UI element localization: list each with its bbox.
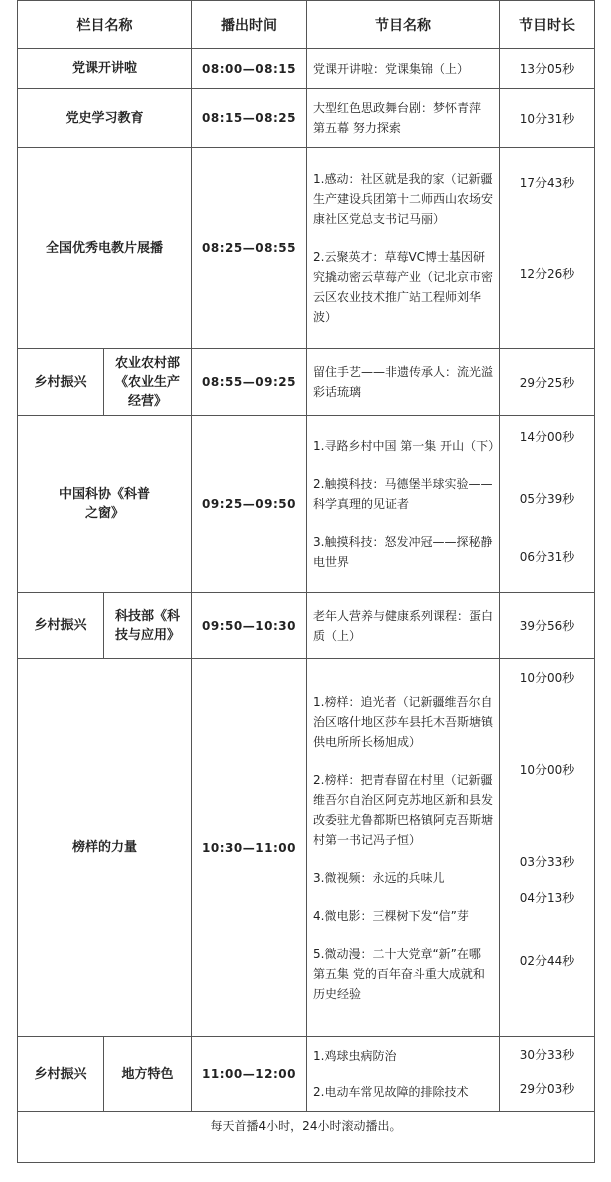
program-item: 5.微动漫：二十大党章“新”在哪 第五集 党的百年奋斗重大成就和历史经验: [313, 946, 485, 1001]
duration-cell: [500, 416, 595, 593]
program-name: [307, 49, 500, 89]
air-time: 11:00—12:00: [192, 1037, 307, 1112]
duration: 03分33秒: [519, 854, 575, 869]
program-item: 2.触摸科技：马德堡半球实验——科学真理的见证者: [313, 477, 493, 511]
air-time: 08:25—08:55: [192, 148, 307, 349]
program-item: 1.榜样：追光者（记新疆维吾尔自治区喀什地区莎车县托木吾斯塘镇供电所所长杨旭成）: [313, 694, 494, 749]
air-time: 08:15—08:25: [192, 89, 307, 148]
column-name: 乡村振兴: [18, 1037, 104, 1112]
column-name: 党史学习教育: [18, 89, 192, 148]
column-name: 乡村振兴: [18, 349, 104, 416]
duration: 29分03秒: [519, 1082, 575, 1096]
sub-column-name: 科技部《科技与应用》: [104, 593, 192, 659]
header-time: 播出时间: [192, 1, 307, 49]
program-item: 2.云聚英才：草莓VC博士基因研究撬动密云草莓产业（记北京市密云区农业技术推广站工程师刘华波）: [313, 250, 494, 324]
program-name: [307, 148, 500, 349]
program-item: 3.触摸科技：怒发冲冠——探秘静电世界: [313, 535, 493, 569]
table-row: [18, 593, 595, 659]
duration: 14分00秒: [519, 430, 575, 444]
column-name: 全国优秀电教片展播: [18, 148, 192, 349]
column-name: 党课开讲啦: [18, 49, 192, 89]
sub-column-name: 地方特色: [104, 1037, 192, 1112]
program-name: [307, 416, 500, 593]
program-item: 4.微电影：三棵树下发“信”芽: [313, 908, 469, 923]
table-row: [18, 148, 595, 349]
duration: 12分26秒: [519, 267, 575, 281]
program-item: 老年人营养与健康系列课程：蛋白质（上）: [313, 608, 494, 643]
duration: 10分31秒: [500, 89, 595, 148]
footer-row: [18, 1112, 595, 1163]
sub-column-name: 农业农村部《农业生产经营》: [104, 349, 192, 416]
program-name: [307, 659, 500, 1037]
table-row: [18, 349, 595, 416]
table-row: [18, 49, 595, 89]
duration: 02分44秒: [519, 953, 575, 968]
program-item: 大型红色思政舞台剧：梦怀青萍 第五幕 努力探索: [313, 101, 482, 135]
air-time: 09:50—10:30: [192, 593, 307, 659]
program-item: 党课开讲啦：党课集锦（上）: [313, 61, 470, 76]
program-item: 2.电动车常见故障的排除技术: [313, 1085, 469, 1099]
air-time: 10:30—11:00: [192, 659, 307, 1037]
column-name: 榜样的力量: [18, 659, 192, 1037]
program-name: [307, 593, 500, 659]
table-row: [18, 416, 595, 593]
air-time: 09:25—09:50: [192, 416, 307, 593]
duration: 39分56秒: [500, 593, 595, 659]
duration: 10分00秒: [519, 670, 575, 685]
program-item: 1.寻路乡村中国 第一集 开山（下）: [313, 439, 501, 453]
air-time: 08:55—09:25: [192, 349, 307, 416]
duration-cell: [500, 148, 595, 349]
header-duration: 节目时长: [500, 1, 595, 49]
program-item: 1.感动：社区就是我的家（记新疆生产建设兵团第十二师西山农场安康社区党总支书记马丽）: [313, 172, 494, 226]
duration: 17分43秒: [519, 176, 575, 190]
column-name: 中国科协《科普之窗》: [18, 416, 192, 593]
program-item: 3.微视频：永远的兵味儿: [313, 870, 445, 885]
program-item: 1.鸡球虫病防治: [313, 1049, 397, 1063]
duration: 30分33秒: [519, 1048, 575, 1062]
duration: 10分00秒: [519, 762, 575, 777]
header-column: 栏目名称: [18, 1, 192, 49]
air-time: 08:00—08:15: [192, 49, 307, 89]
duration: 29分25秒: [500, 349, 595, 416]
table-row: [18, 1037, 595, 1112]
footer-note: 每天首播4小时，24小时滚动播出。: [18, 1112, 595, 1163]
program-item: 2.榜样：把青春留在村里（记新疆维吾尔自治区阿克苏地区新和县发改委驻尤鲁都斯巴格镇阿克吾斯塘村第一书记冯子恒）: [313, 772, 494, 847]
header-row: [18, 1, 595, 49]
program-name: [307, 349, 500, 416]
duration: 06分31秒: [519, 550, 575, 564]
duration: 04分13秒: [519, 890, 575, 905]
schedule-table: [17, 0, 595, 1163]
program-name: [307, 89, 500, 148]
duration-cell: [500, 1037, 595, 1112]
duration: 13分05秒: [500, 49, 595, 89]
program-name: [307, 1037, 500, 1112]
duration: 05分39秒: [519, 492, 575, 506]
column-name: 乡村振兴: [18, 593, 104, 659]
header-program: 节目名称: [307, 1, 500, 49]
program-item: 留住手艺——非遗传承人：流光溢彩话琉璃: [313, 365, 494, 399]
table-row: [18, 659, 595, 1037]
table-row: [18, 89, 595, 148]
duration-cell: [500, 659, 595, 1037]
